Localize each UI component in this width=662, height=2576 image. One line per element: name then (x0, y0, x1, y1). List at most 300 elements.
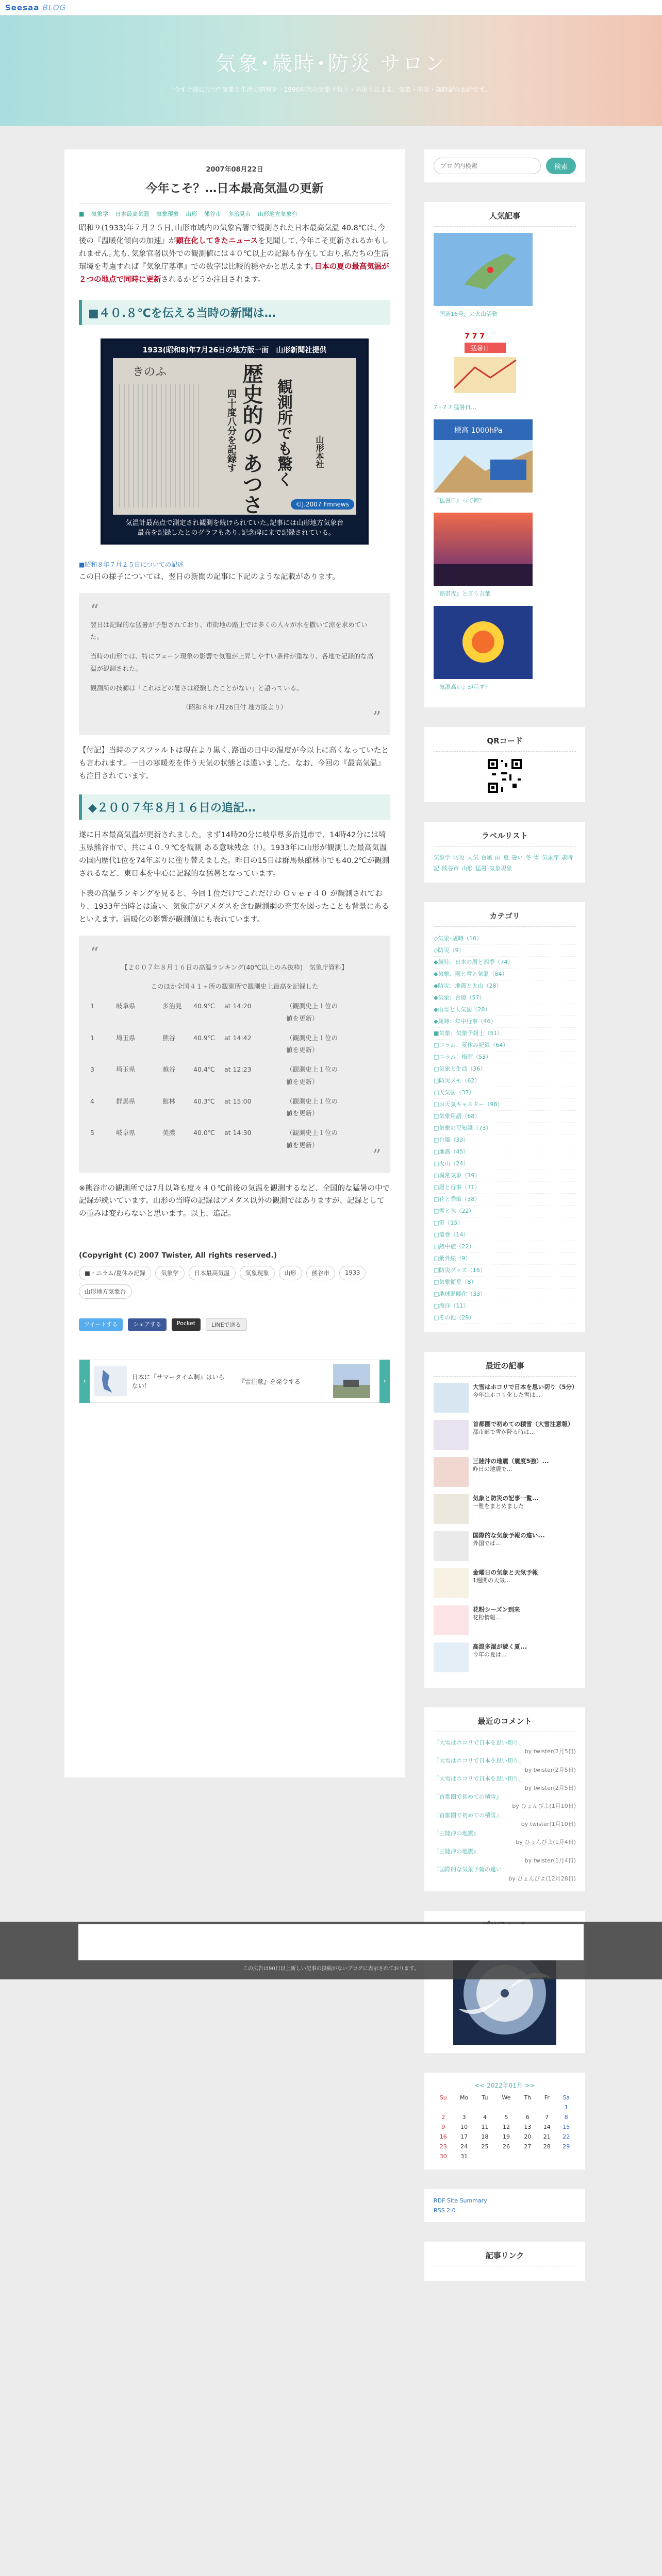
comments-list (434, 1738, 576, 1884)
share-buttons (79, 1318, 390, 1331)
ranking-quote-block (79, 936, 390, 1173)
prev-arrow-icon[interactable]: ‹ (79, 1360, 90, 1403)
ranking-cell: 1 (90, 1002, 94, 1010)
ranking-row (90, 1063, 379, 1088)
post-categories (79, 210, 390, 218)
category-item[interactable]: □海洋（11） (434, 1300, 576, 1312)
calendar-day (475, 2103, 494, 2112)
calendar-weekday: Fr (544, 2094, 550, 2102)
prev-post-link[interactable] (90, 1364, 235, 1398)
search-input[interactable] (434, 158, 541, 174)
calendar-weekday: Mo (460, 2094, 469, 2102)
category-item[interactable]: ◆防災：地震と火山（28） (434, 980, 576, 992)
svg-text:7 7 7: 7 7 7 (465, 332, 485, 341)
newspaper-clipping-image (101, 338, 369, 545)
ranking-cell: （観測史上１位の値を更新） (286, 1002, 338, 1022)
post-tag[interactable]: 日本最高気温 (189, 1266, 236, 1280)
latest-post-thumbnail (434, 1457, 469, 1487)
category-item[interactable]: □天気図（37） (434, 1087, 576, 1099)
calendar-day: 19 (502, 2133, 510, 2141)
post-category[interactable]: 山形 (186, 211, 197, 217)
ranking-row (90, 1127, 379, 1151)
newspaper-page (113, 358, 356, 515)
tag-link[interactable]: 猛暑 (475, 865, 487, 872)
ranking-title: 【２００７年８月１６日の高温ランキング(40℃以上のみ抜粋) 気象庁資料】 (121, 963, 348, 971)
category-item[interactable]: □雪と氷（22） (434, 1206, 576, 1217)
calendar-day (518, 2103, 537, 2112)
seesaa-logo[interactable] (5, 3, 66, 12)
calendar-weekday: We (502, 2094, 511, 2102)
latest-posts-widget (424, 1352, 585, 1688)
quote-text: 翌日は記録的な猛暑が予想されており、市街地の路上では多くの人々が水を撒いて涼を求めていた。 (90, 620, 368, 641)
svg-text:標高 1000hPa: 標高 1000hPa (454, 427, 503, 435)
rss-link[interactable]: RSS 2.0 (434, 2207, 456, 2214)
widget-title: カテゴリ (434, 910, 576, 927)
uv-diagram-image (434, 606, 533, 679)
latest-post-title: 三陸沖の地震（震度5強）... (473, 1457, 549, 1465)
comment-post-title: 『国際的な気象予報の違い』 (434, 1866, 507, 1873)
blog-title[interactable]: 気象･歳時･防災 サロン (215, 52, 447, 76)
clip-caption-line: 最高を記録したとのグラフもあり､記念碑にまで記録されている｡ (137, 529, 332, 537)
history-link[interactable]: ■昭和８年７月２５日についての記述 (79, 561, 184, 568)
ranking-list (90, 1000, 379, 1151)
calendar-day: 23 (439, 2143, 447, 2150)
japan-map-image (434, 233, 533, 306)
calendar-day: 18 (481, 2133, 489, 2141)
category-item[interactable]: □気象の豆知識（73） (434, 1123, 576, 1134)
category-item[interactable]: □花と季節（38） (434, 1194, 576, 1206)
highlight-text: 日本の夏の最高気温が２つの地点で同時に更新 (79, 262, 389, 284)
category-item[interactable]: □防災グッズ（16） (434, 1265, 576, 1277)
calendar-day (537, 2103, 556, 2112)
ranking-cell: 群馬県 (116, 1097, 136, 1105)
comment-item[interactable] (434, 1774, 576, 1792)
post-category[interactable]: 多治見市 (228, 211, 251, 217)
calendar-day: 13 (524, 2124, 532, 2131)
category-item[interactable]: □竜巻（14） (434, 1229, 576, 1241)
quote-block (79, 593, 390, 736)
quote-open-icon: “ (90, 943, 99, 963)
post-tag[interactable]: 1933 (339, 1266, 366, 1280)
category-list (434, 933, 576, 1324)
intro-paragraph (79, 222, 390, 286)
category-item[interactable]: □雷（15） (434, 1217, 576, 1229)
category-item[interactable]: ◆雨雪と天気図（28） (434, 1004, 576, 1016)
blog-description: "今すぐ役に立つ" 気象と生活の情報を - 1990年代の気象予報士・防災士による、気象・防災・歳時記のお話です。 (171, 86, 491, 93)
post-tags (79, 1266, 390, 1299)
calendar-week (434, 2103, 576, 2112)
links-widget (424, 2242, 585, 2281)
comment-item[interactable] (434, 1792, 576, 1810)
clip-headline: 歴史的の あつさ (239, 363, 263, 515)
category-item[interactable]: □ニラム：梅雨（53） (434, 1052, 576, 1063)
paragraph: この日の様子については、翌日の新聞の記事に下記のような記載があります。 (79, 572, 340, 581)
calendar-day (518, 2151, 537, 2161)
next-arrow-icon[interactable]: › (379, 1360, 390, 1403)
next-post-thumbnail (333, 1364, 370, 1398)
copyright: (Copyright (C) 2007 Twister, All rights reserved.) (79, 1251, 277, 1260)
post-tag[interactable]: 山形地方気象台 (79, 1284, 132, 1299)
ranking-row (90, 1000, 379, 1025)
latest-post-thumbnail (434, 1642, 469, 1672)
latest-post-title: 高温多湿が続く夏... (473, 1642, 527, 1650)
calendar-day: 31 (460, 2153, 468, 2160)
latest-post[interactable] (434, 1642, 576, 1672)
latest-post-excerpt: 都市部で雪が降る時は... (473, 1428, 535, 1435)
popular-item[interactable] (434, 513, 576, 598)
latest-post-text (473, 1420, 574, 1450)
calendar-day (557, 2151, 576, 2161)
calendar-widget (424, 2073, 585, 2170)
widget-title: ラベルリスト (434, 830, 576, 846)
calendar-weekday: Su (439, 2094, 447, 2102)
ranking-cell: 多治見 (162, 1002, 182, 1010)
category-item[interactable]: □熱中症（22） (434, 1241, 576, 1253)
latest-post-thumbnail (434, 1383, 469, 1413)
latest-post-title: 金曜日の気象と天気予報 (473, 1568, 538, 1576)
labels-widget (424, 822, 585, 883)
clip-stamp: ©J.2007 Fmnews (291, 499, 354, 510)
comment-item[interactable] (434, 1811, 576, 1829)
pocket-button[interactable]: Pocket (172, 1318, 201, 1331)
tag-link[interactable]: 夏 (503, 854, 509, 861)
post-category[interactable]: 日本最高気温 (115, 211, 150, 217)
comment-author: by twister(2月5日) (524, 1766, 576, 1773)
category-widget (424, 902, 585, 1332)
popular-widget (424, 202, 585, 707)
ranking-cell: （観測史上１位の値を更新） (286, 1065, 338, 1086)
ranking-cell: 埼玉県 (116, 1065, 136, 1073)
ad-overlay (0, 1922, 662, 1979)
calendar-day: 14 (543, 2124, 551, 2131)
latest-post[interactable] (434, 1457, 576, 1487)
calendar-day: 17 (460, 2133, 468, 2141)
tag-link[interactable]: 雨 (495, 854, 501, 861)
latest-post-title: 気象と防災の記事一覧... (473, 1494, 539, 1502)
post-title[interactable]: 今年こそ？…日本最高気温の更新 (79, 179, 390, 204)
latest-post-thumbnail (434, 1605, 469, 1635)
ranking-cell: at 12:23 (224, 1065, 252, 1073)
ranking-cell: at 14:42 (224, 1033, 252, 1042)
category-icon: ■ (79, 211, 85, 217)
comments-widget (424, 1707, 585, 1892)
post-date: 2007年08月22日 (206, 166, 263, 174)
latest-post[interactable] (434, 1383, 576, 1413)
prev-post-thumbnail (94, 1364, 127, 1398)
tag-link[interactable]: 台風 (481, 854, 492, 861)
category-item[interactable]: □気象と生活（36） (434, 1063, 576, 1075)
post-category[interactable]: 気象学 (91, 211, 108, 217)
calendar-week (434, 2142, 576, 2151)
category-item[interactable]: ■気象：気象予報士（51） (434, 1028, 576, 1040)
calendar-weekday: Tu (482, 2094, 488, 2102)
calendar-day: 5 (504, 2114, 508, 2121)
widget-title: 最近のコメント (434, 1716, 576, 1732)
calendar-day: 30 (439, 2153, 447, 2160)
post-tag[interactable]: 山形 (279, 1266, 302, 1280)
category-item[interactable]: ◇気象･歳時（10） (434, 933, 576, 945)
qr-code-image (487, 758, 523, 794)
comment-author: by ひょんびよ(1月10日) (512, 1802, 576, 1809)
paragraph: 遂に日本最高気温が更新されました。まず14時20分に岐阜県多治見市で、14時42分には埼玉県熊谷市で、共に４０.９℃を観測 ある意味残念（!）。1933年に山形が観測した最高気温の国内歴代1位を74年ぶりに塗り替えました。昨日の15日は群馬県館林市でも40.2℃が観測されるなど、東日本を中心に記録的な猛暑となっています。 (79, 831, 390, 878)
post-navigation (79, 1360, 390, 1403)
category-item[interactable]: □台風（33） (434, 1134, 576, 1146)
category-item[interactable]: □暦と行事（71） (434, 1182, 576, 1194)
prev-post-title: 日本に『サマータイム制』はいらない！ (131, 1374, 225, 1390)
clip-mark: きのふ (133, 365, 167, 379)
calendar-day: 16 (439, 2133, 447, 2141)
category-item[interactable]: ◆気象：台風（57） (434, 992, 576, 1004)
category-item[interactable]: □その他（29） (434, 1312, 576, 1324)
post-tag[interactable]: 熊谷市 (306, 1266, 336, 1280)
line-share-button[interactable]: LINEで送る (206, 1318, 247, 1331)
comment-author: by twister(1月10日) (521, 1821, 576, 1828)
rss-widget (424, 2189, 585, 2222)
post-tag[interactable]: 気象学 (155, 1266, 185, 1280)
calendar-day: 21 (543, 2133, 551, 2141)
heat-graph-image (434, 326, 533, 399)
latest-post-text (473, 1531, 545, 1561)
tag-link[interactable]: 気象学 (434, 854, 451, 861)
tag-link[interactable]: 歳時記 (434, 854, 573, 872)
tag-link[interactable]: 気象庁 (542, 854, 559, 861)
latest-post-thumbnail (434, 1568, 469, 1598)
clip-subheadline: 四十度八分を記録す (226, 388, 237, 472)
category-item[interactable]: □防災メモ（62） (434, 1075, 576, 1087)
calendar-week (434, 2132, 576, 2142)
section-heading: ■４０.８℃を伝える当時の新聞は… (79, 300, 390, 325)
category-item[interactable]: □紫外線（9） (434, 1253, 576, 1265)
latest-posts-list (434, 1383, 576, 1672)
ranking-row (90, 1095, 379, 1120)
paragraph: ※熊谷市の観測所では7月以降も度々４０℃前後の気温を観測するなど、全国的な猛暑の中で記録が続いています。山形の当時の記録はアメダス以外の観測ではありますが、記録としての重みは変わらないと思います。以上、追記。 (79, 1184, 390, 1218)
comment-item[interactable] (434, 1829, 576, 1847)
newspaper-text-lines (119, 384, 202, 507)
category-item[interactable]: ◇防災（9） (434, 945, 576, 957)
calendar-day: 9 (441, 2124, 445, 2131)
quote-open-icon: “ (90, 600, 99, 620)
calendar-weekday: Th (524, 2094, 532, 2102)
calendar-day: 20 (524, 2133, 532, 2141)
popular-item-label: 『気温高い』が示す？ (434, 684, 490, 690)
tag-link[interactable]: 熊谷市 (442, 865, 459, 872)
ranking-cell: 1 (90, 1033, 94, 1042)
logo-text: Seesaa (5, 3, 40, 12)
paragraph: 下表の高温ランキングを見ると、今回１位だけでこれだけの Ｏｖｅｒ４０ が観測されており、1933年当時とは違い、気象庁がアメダスを含む観測網の充実を図ったことも背景にあるといえます。温暖化の影響が観測値にも表れています。 (79, 889, 389, 924)
comment-post-title: 『大雪はホコリで日本を思い切り』 (434, 1775, 524, 1783)
category-item[interactable]: ◆気象：雨と雪と気温（84） (434, 969, 576, 980)
ad-notice: この広告は90日以上新しい記事の投稿がないブログに表示されております。 (243, 1966, 419, 1972)
tweet-button[interactable]: ツイートする (79, 1318, 123, 1331)
comment-post-title: 『大雪はホコリで日本を思い切り』 (434, 1739, 524, 1746)
next-post-title: 『雷注意』を発令する (239, 1378, 301, 1385)
latest-post[interactable] (434, 1494, 576, 1524)
comment-item[interactable] (434, 1847, 576, 1865)
popular-item-label: 『猛暑日』って何？ (434, 497, 485, 504)
ranking-cell: 越谷 (162, 1065, 176, 1073)
calendar-day (494, 2151, 518, 2161)
ranking-cell: 40.0℃ (193, 1129, 215, 1137)
text: を見聞して､今年こそ更新されるかもしれません｡尤も､気象官署以外での観測値には４０℃以上の記録も存在しており,私たちの生活環境を考慮すれば『気象庁基準』での数字は比較的穏やかと思えます｡ (79, 236, 389, 271)
widget-title: 記事リンク (434, 2250, 576, 2266)
category-item[interactable]: □ニラム：夏休み記録（64） (434, 1040, 576, 1052)
post-category[interactable]: 熊谷市 (204, 211, 221, 217)
popular-item[interactable] (434, 606, 576, 691)
altitude-diagram-image (434, 419, 533, 493)
tag-link[interactable]: 天気 (467, 854, 478, 861)
latest-post[interactable] (434, 1568, 576, 1598)
popular-item[interactable] (434, 326, 576, 411)
calendar (434, 2093, 576, 2161)
tag-link[interactable]: 山形 (461, 865, 473, 872)
blog-header (0, 15, 662, 126)
calendar-day: 15 (562, 2124, 570, 2131)
latest-post-title: 大雪はホコリで日本を思い切り（5分） (473, 1383, 578, 1391)
widget-title: 最近の記事 (434, 1360, 576, 1377)
latest-post-excerpt: 今年の夏は... (473, 1651, 507, 1658)
ranking-cell: 美濃 (162, 1129, 176, 1137)
comment-item[interactable] (434, 1738, 576, 1756)
category-item[interactable]: ◆歳時：日本の暦と四季（74） (434, 957, 576, 969)
quote-close-icon: ” (372, 707, 381, 727)
ranking-cell: （観測史上１位の値を更新） (286, 1129, 338, 1149)
clip-caption-top: 1933(昭和8)年7月26日の地方版一面 山形新聞社提供 (142, 346, 327, 354)
calendar-day: 24 (460, 2143, 468, 2150)
latest-post[interactable] (434, 1605, 576, 1635)
latest-post-excerpt: 花粉情報... (473, 1614, 501, 1621)
popular-item-label: 7・7 7 猛暑日… (434, 404, 476, 411)
calendar-day: 7 (545, 2114, 549, 2121)
calendar-week (434, 2151, 576, 2161)
rdf-link[interactable]: RDF Site Summary (434, 2197, 487, 2205)
category-item[interactable]: □地球温暖化（33） (434, 1289, 576, 1300)
calendar-day: 27 (524, 2143, 532, 2150)
popular-item[interactable] (434, 233, 576, 318)
latest-post-excerpt: 一覧をまとめました (473, 1502, 524, 1510)
category-item[interactable]: □火山（24） (434, 1158, 576, 1170)
tag-link[interactable]: 冬 (525, 854, 531, 861)
post-category[interactable]: 気象現象 (156, 211, 179, 217)
latest-post-thumbnail (434, 1420, 469, 1450)
search-button[interactable]: 検索 (546, 158, 576, 174)
calendar-day: 11 (481, 2124, 489, 2131)
comment-author: by ひょんびよ(12月28日) (508, 1875, 576, 1882)
comment-item[interactable] (434, 1756, 576, 1774)
calendar-day (494, 2103, 518, 2112)
highlight-text: 顕在化してきたニュース (176, 236, 258, 245)
calendar-day: 22 (562, 2133, 570, 2141)
ad-box[interactable] (78, 1924, 584, 1960)
facebook-share-button[interactable]: シェアする (128, 1318, 167, 1331)
calendar-weekday: Sa (562, 2094, 570, 2102)
calendar-day: 28 (543, 2143, 551, 2150)
clip-caption-bottom (103, 518, 367, 538)
ranking-cell: 3 (90, 1065, 94, 1073)
comment-author: by twister(2月5日) (524, 1784, 576, 1791)
next-post-link[interactable] (235, 1364, 379, 1398)
comment-post-title: 『首都圏で初めての積雪』 (434, 1793, 502, 1801)
quote-source: （昭和８年7月26日付 地方版より） (182, 703, 287, 711)
article (64, 149, 405, 1777)
calendar-day: 6 (525, 2114, 529, 2121)
latest-post-excerpt: 昨日の地震で... (473, 1465, 512, 1472)
ranking-cell: 40.9℃ (193, 1002, 215, 1010)
comment-post-title: 『大雪はホコリで日本を思い切り』 (434, 1757, 524, 1764)
latest-post-thumbnail (434, 1494, 469, 1524)
comment-item[interactable] (434, 1865, 576, 1883)
latest-post-text (473, 1383, 576, 1413)
category-item[interactable]: □気象用語（68） (434, 1111, 576, 1123)
popular-item-label: 『国道16号』の火山活動 (434, 311, 498, 317)
category-item[interactable]: □地震（45） (434, 1146, 576, 1158)
latest-post[interactable] (434, 1420, 576, 1450)
ranking-cell: 5 (90, 1129, 94, 1137)
popular-item[interactable] (434, 419, 576, 504)
post-category[interactable]: 山形地方気象台 (257, 211, 297, 217)
clip-subheadline: 観測所でも驚く (274, 378, 292, 487)
calendar-week (434, 2112, 576, 2122)
ranking-cell: 熊谷 (162, 1033, 176, 1042)
calendar-day: 4 (483, 2114, 487, 2121)
ranking-cell: 岐阜県 (116, 1002, 136, 1010)
calendar-day (434, 2103, 453, 2112)
logo-suffix: BLOG (42, 3, 67, 12)
category-item[interactable]: □お天気キャスター（98） (434, 1099, 576, 1111)
calendar-month[interactable]: << 2022年01月 >> (474, 2082, 535, 2090)
ranking-cell: （観測史上１位の値を更新） (286, 1097, 338, 1117)
category-item[interactable]: □異常気象（19） (434, 1170, 576, 1182)
calendar-day: 2 (441, 2114, 445, 2121)
clip-caption-line: 気温計最高点で測定され観測を続けられていた｡記事には山形地方気象台 (125, 519, 344, 527)
qr-widget (424, 727, 585, 802)
tag-link[interactable]: 気象現象 (489, 865, 512, 872)
topbar (0, 0, 662, 15)
calendar-day: 8 (564, 2114, 568, 2121)
quote-text: 観測所の技師は「これほどの暑さは経験したことがない」と語っている。 (90, 684, 303, 692)
comment-author: by twister(2月5日) (524, 1748, 576, 1755)
calendar-body (434, 2103, 576, 2161)
tag-link[interactable]: 雪 (534, 854, 539, 861)
latest-post-excerpt: 1週間の天気... (473, 1577, 510, 1584)
ranking-cell: 埼玉県 (116, 1033, 136, 1042)
ranking-subtitle: このほか全国４１ヶ所の観測所で観測史上最高を記録した (151, 982, 319, 991)
latest-post-title: 花粉シーズン到来 (473, 1605, 520, 1613)
category-item[interactable]: ◆歳時：年中行事（46） (434, 1016, 576, 1028)
popular-item-label: 『熱帯夜』と言う言葉 (434, 590, 490, 597)
ranking-cell: 岐阜県 (116, 1129, 136, 1137)
latest-post[interactable] (434, 1531, 576, 1561)
calendar-day: 10 (460, 2124, 468, 2131)
latest-post-text (473, 1457, 549, 1487)
calendar-day: 29 (562, 2143, 570, 2150)
calendar-week (434, 2122, 576, 2132)
clip-byline: 山形本社 (315, 435, 324, 468)
comment-author: by twister(1月4日) (524, 1857, 576, 1864)
post-tag[interactable]: ■・ニラム/夏休み記録 (79, 1266, 151, 1280)
post-tag[interactable]: 気象現象 (240, 1266, 275, 1280)
calendar-day: 26 (502, 2143, 510, 2150)
category-item[interactable]: □気象衛星（8） (434, 1277, 576, 1289)
ranking-cell: 館林 (162, 1097, 176, 1105)
widget-title: QRコード (434, 735, 576, 752)
latest-post-thumbnail (434, 1531, 469, 1561)
calendar-day: 3 (462, 2114, 466, 2121)
section-heading: ◆２００７年８月１６日の追記… (79, 794, 390, 820)
tag-link[interactable]: 暑い (511, 854, 523, 861)
comment-author: by ひょんびよ(1月4日) (516, 1839, 576, 1846)
tag-link[interactable]: 防災 (453, 854, 465, 861)
search-widget (424, 149, 585, 182)
